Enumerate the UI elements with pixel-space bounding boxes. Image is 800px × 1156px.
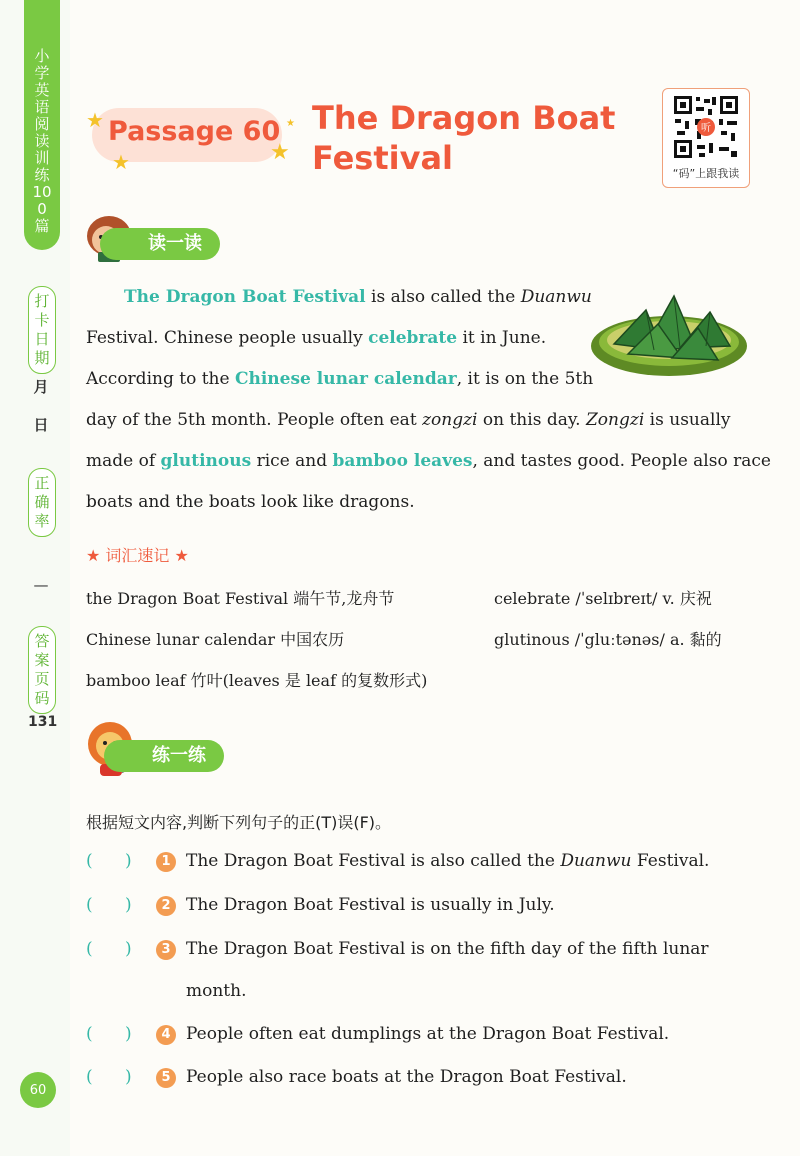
star-icon: ★ <box>286 118 295 129</box>
passage-line: According to the Chinese lunar calendar, it is on the 5th <box>86 369 594 389</box>
sidebar <box>0 0 70 1156</box>
vocab-title: ★ 词汇速记 ★ <box>86 546 189 565</box>
question-text: People often eat dumplings at the Dragon Boat Festival. <box>186 1024 670 1044</box>
page-number: 60 <box>20 1072 56 1108</box>
answer-blank[interactable]: ( ) <box>86 1024 132 1044</box>
question-number: 5 <box>156 1068 176 1088</box>
page-title: The Dragon Boat Festival <box>312 99 616 177</box>
answer-blank[interactable]: ( ) <box>86 895 132 915</box>
question-text: The Dragon Boat Festival is usually in July. <box>186 895 555 915</box>
answer-blank[interactable]: ( ) <box>86 851 132 871</box>
question-number: 3 <box>156 940 176 960</box>
passage-line: day of the 5th month. People often eat zongzi on this day. Zongzi is usually <box>86 410 731 430</box>
answer-blank[interactable]: ( ) <box>86 1067 132 1087</box>
vocab-item: glutinous /ˈgluːtənəs/ a. 黏的 <box>494 630 722 649</box>
passage-line: boats and the boats look like dragons. <box>86 492 415 512</box>
accuracy-label: 正确率 <box>28 468 56 537</box>
passage-line: The Dragon Boat Festival is also called the Duanwu <box>124 287 592 307</box>
vocab-item: Chinese lunar calendar 中国农历 <box>86 630 345 649</box>
checkin-date-label: 打卡日期 <box>28 286 56 374</box>
answer-blank[interactable]: ( ) <box>86 939 132 959</box>
qr-caption: “码”上跟我读 <box>672 167 740 180</box>
zongzi-plate-image <box>588 284 750 380</box>
question-number: 4 <box>156 1025 176 1045</box>
question-text: The Dragon Boat Festival is on the fifth day of the fifth lunar <box>186 939 709 959</box>
day-label: 日 <box>33 416 49 434</box>
star-icon: ★ <box>112 150 130 174</box>
passage-number: Passage 60 <box>108 116 281 147</box>
question-text-continued: month. <box>186 981 247 1001</box>
month-label: 月 <box>33 378 49 396</box>
star-icon: ★ <box>270 140 290 165</box>
passage-line: Festival. Chinese people usually celebrate it in June. <box>86 328 547 348</box>
answer-page-label: 答案页码 <box>28 626 56 714</box>
question-number: 2 <box>156 896 176 916</box>
series-title: 小学英语阅读训练100篇 <box>32 47 52 235</box>
practice-instruction: 根据短文内容,判断下列句子的正(T)误(F)。 <box>86 813 392 832</box>
qr-listen-text: 听 <box>701 123 711 134</box>
vocab-item: celebrate /ˈselɪbreɪt/ v. 庆祝 <box>494 589 712 608</box>
answer-page-number: 131 <box>28 714 58 730</box>
question-number: 1 <box>156 852 176 872</box>
question-text: People also race boats at the Dragon Boat Festival. <box>186 1067 627 1087</box>
divider-dash: — <box>33 576 49 594</box>
qr-code-icon <box>663 89 749 165</box>
star-icon: ★ <box>86 108 104 132</box>
passage-line: made of glutinous rice and bamboo leaves, and tastes good. People also race <box>86 451 771 471</box>
practice-section-label: 练一练 <box>104 740 224 772</box>
read-section-label: 读一读 <box>100 228 220 260</box>
question-text: The Dragon Boat Festival is also called the Duanwu Festival. <box>186 851 710 871</box>
vocab-item: bamboo leaf 竹叶(leaves 是 leaf 的复数形式) <box>86 671 428 690</box>
vocab-item: the Dragon Boat Festival 端午节,龙舟节 <box>86 589 395 608</box>
